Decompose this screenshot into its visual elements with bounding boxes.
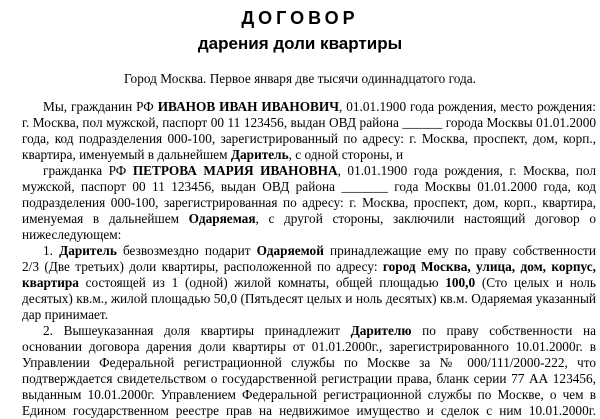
section-2-line-4: подтверждается свидетельством о государственной регистрации права, бланк серии 77 АА 123456, xyxy=(22,371,596,386)
document-subtitle: дарения доли квартиры xyxy=(197,34,403,53)
property-area: 100,0 xyxy=(445,275,476,290)
city-date-line: Город Москва. Первое января две тысячи одиннадцатого года. xyxy=(124,71,476,86)
recipient-name: ПЕТРОВА МАРИЯ ИВАНОВНА xyxy=(132,163,338,178)
section-1-line-1: 1. Даритель безвозмездно подарит Одаряемой принадлежащие ему по праву собственности xyxy=(43,243,596,258)
paragraph-1-line-1: Мы, гражданин РФ ИВАНОВ ИВАН ИВАНОВИЧ, 01.01.1900 года рождения, место рождения: xyxy=(43,99,596,114)
section-1-line-4: десятых) кв.м., жилой площадью 50,0 (Пятьдесят целых и ноль десятых) кв.м. Одаряемая указанный xyxy=(22,291,596,306)
document-title: ДОГОВОР xyxy=(241,8,359,28)
paragraph-1-line-3: года, код подразделения 000-100, зарегистрированный по адресу: г. Москва, проспект, дом, корп., xyxy=(22,131,596,146)
section-2-line-2: основании договора дарения доли квартиры от 01.01.2000г., зарегистрированного 10.01.2000г. в xyxy=(22,339,596,354)
section-2-line-5: выданным 10.01.2000г. Управлением Федеральной регистрационной службы по Москве, о чем в xyxy=(22,387,596,402)
paragraph-2-line-1: гражданка РФ ПЕТРОВА МАРИЯ ИВАНОВНА, 01.01.1900 года рождения, г. Москва, пол xyxy=(43,163,596,178)
paragraph-2-line-5: нижеследующем: xyxy=(22,227,122,242)
paragraph-1-line-2: г. Москва, пол мужской, паспорт 00 11 123456, выдан ОВД района ______ города Москвы 01.01.2000 xyxy=(22,115,596,130)
section-2-line-1: 2. Вышеуказанная доля квартиры принадлежит Дарителю по праву собственности на xyxy=(43,323,597,338)
paragraph-2-line-2: мужской, паспорт 00 11 123456, выдан ОВД района _______ года Москвы 01.01.2000 года, код xyxy=(22,179,596,194)
section-1-line-3: квартира состоящей из 1 (одной) жилой комнаты, общей площадью 100,0 (Сто целых и ноль xyxy=(22,275,596,290)
section-2-line-6: Едином государственном реестре прав на недвижимое имущество и сделок с ним 10.01.2000г. xyxy=(22,403,596,418)
property-address: город Москва, улица, дом, корпус, xyxy=(382,259,596,274)
paragraph-2-line-4: именуемая в дальнейшем Одаряемая, с другой стороны, заключили настоящий договор о xyxy=(22,211,596,226)
section-1-line-2: 2/3 (Две третьих) доли квартиры, расположенной по адресу: город Москва, улица, дом, корпус, xyxy=(22,259,596,274)
paragraph-1-line-4: квартира, именуемый в дальнейшем Даритель, с одной стороны, и xyxy=(22,147,404,162)
recipient-role: Одаряемая xyxy=(188,211,256,226)
donor-role: Даритель xyxy=(230,147,289,162)
donor-name: ИВАНОВ ИВАН ИВАНОВИЧ xyxy=(157,99,340,114)
paragraph-2-line-3: подразделения 000-100, зарегистрированная по адресу: г. Москва, проспект, дом, корп., квартира, xyxy=(22,195,596,210)
section-2-line-3: Управлении Федеральной регистрационной службы по Москве за № 000/111/2000-222, что xyxy=(22,355,596,370)
section-1-line-5: дар принимает. xyxy=(22,307,109,322)
